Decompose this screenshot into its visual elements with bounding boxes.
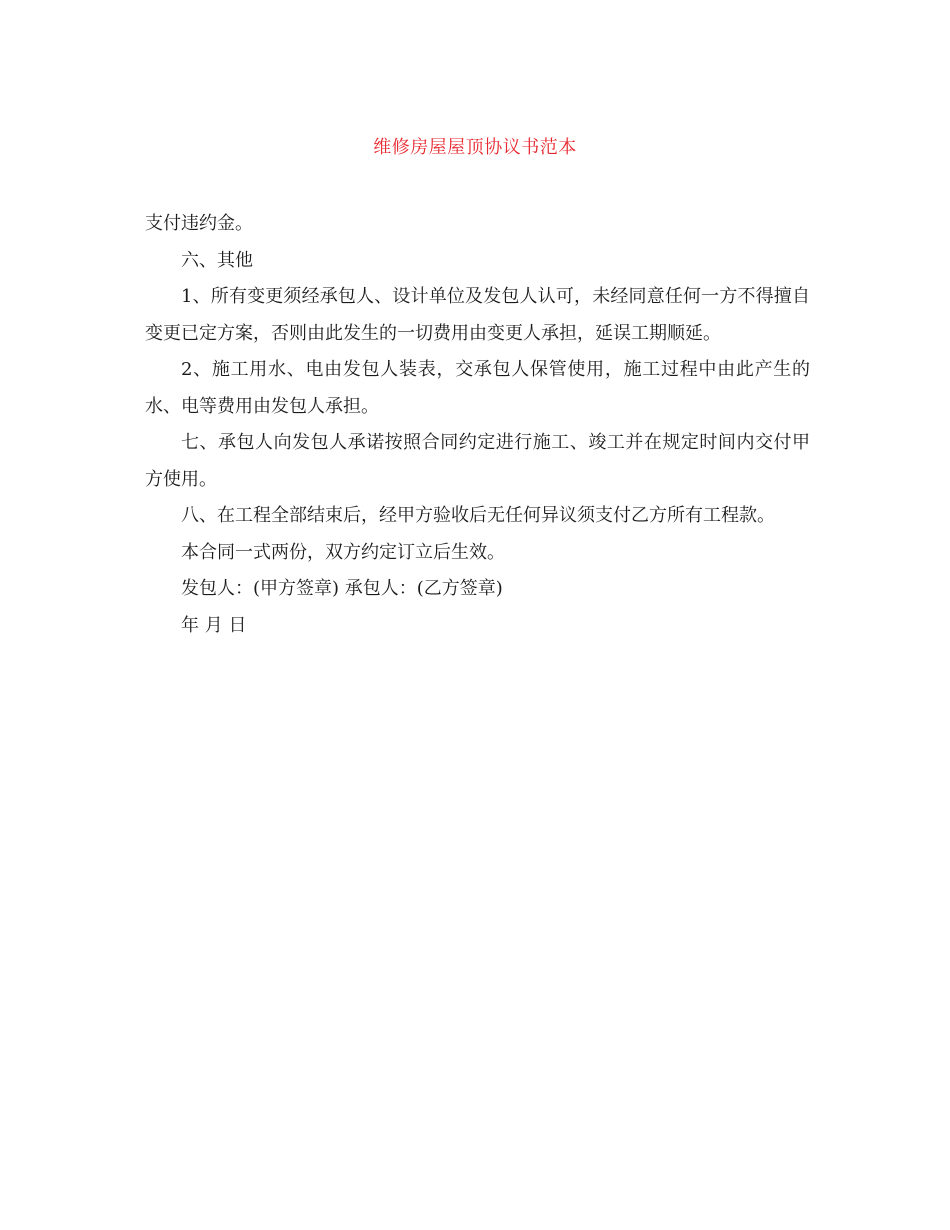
contract-copies: 本合同一式两份，双方约定订立后生效。 [181,541,505,563]
section-heading-six: 六、其他 [181,249,253,271]
section-eight: 八、在工程全部结束后，经甲方验收后无任何异议须支付乙方所有工程款。 [181,505,775,526]
document-body [145,206,810,644]
document-title: 维修房屋屋顶协议书范本 [373,137,577,158]
date-line: 年 月 日 [181,614,247,636]
section-seven: 七、承包人向发包人承诺按照合同约定进行施工、竣工并在规定时间内交付甲方使用。 [145,432,810,490]
signature-line: 发包人：(甲方签章) 承包人：(乙方签章) [181,578,503,599]
clause-utilities: 2、施工用水、电由发包人装表，交承包人保管使用，施工过程中由此产生的水、电等费用由发包人承担。 [145,359,810,417]
paragraph-continuation: 支付违约金。 [145,213,253,234]
clause-changes: 1、所有变更须经承包人、设计单位及发包人认可，未经同意任何一方不得擅自变更已定方案，否则由此发生的一切费用由变更人承担，延误工期顺延。 [145,286,810,344]
